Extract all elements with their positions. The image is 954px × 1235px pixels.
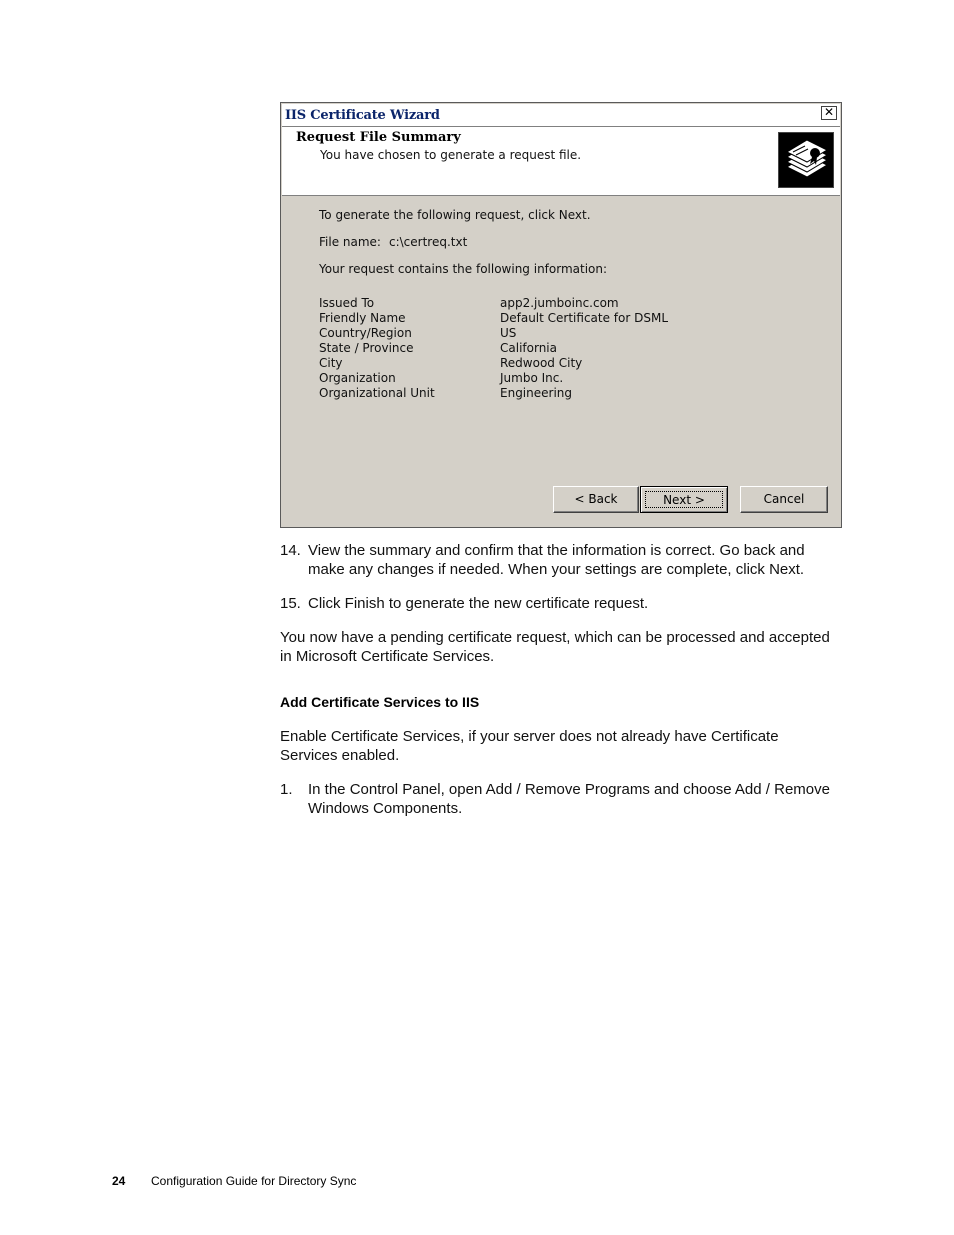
step-number: 1. xyxy=(280,781,293,798)
close-icon[interactable]: ✕ xyxy=(821,106,837,120)
wizard-page-title: Request File Summary xyxy=(296,130,461,145)
info-value: California xyxy=(500,341,557,355)
cancel-button[interactable]: Cancel xyxy=(740,486,828,513)
file-name-value: c:\certreq.txt xyxy=(389,235,468,249)
instruction-text: To generate the following request, click Next. xyxy=(319,208,591,222)
page-number: 24 xyxy=(112,1174,126,1188)
info-key: Organizational Unit xyxy=(319,386,435,400)
wizard-page-subtitle: You have chosen to generate a request file. xyxy=(320,148,582,162)
iis-certificate-wizard-dialog xyxy=(280,102,842,528)
info-key: Friendly Name xyxy=(319,311,406,325)
info-value: US xyxy=(500,326,517,340)
dialog-title: IIS Certificate Wizard xyxy=(285,108,440,123)
section-heading: Add Certificate Services to IIS xyxy=(280,694,480,710)
step-text: In the Control Panel, open Add / Remove Programs and choose Add / Remove Windows Components. xyxy=(308,781,830,817)
info-value: Redwood City xyxy=(500,356,583,370)
dialog-titlebar xyxy=(282,104,840,127)
info-value: Engineering xyxy=(500,386,572,400)
info-key: Issued To xyxy=(319,296,375,310)
step-text: View the summary and confirm that the information is correct. Go back and make any changes if needed. When your settings are complete, click Next. xyxy=(308,542,805,578)
step-text: Click Finish to generate the new certificate request. xyxy=(308,595,649,612)
info-key: Organization xyxy=(319,371,396,385)
wizard-header xyxy=(282,127,840,196)
guide-title: Configuration Guide for Directory Sync xyxy=(151,1174,357,1188)
next-button[interactable] xyxy=(640,486,728,513)
info-key: Country/Region xyxy=(319,326,412,340)
step-number: 15. xyxy=(280,595,301,612)
info-value: Default Certificate for DSML xyxy=(500,311,669,325)
step-number: 14. xyxy=(280,542,301,559)
info-key: State / Province xyxy=(319,341,414,355)
enable-services-paragraph: Enable Certificate Services, if your server does not already have Certificate Services enabled. xyxy=(280,728,779,764)
pending-request-paragraph: You now have a pending certificate request, which can be processed and accepted in Microsoft Certificate Services. xyxy=(280,629,830,665)
info-value: Jumbo Inc. xyxy=(500,371,564,385)
info-key: City xyxy=(319,356,343,370)
back-button[interactable]: < Back xyxy=(553,486,639,513)
certificate-stack-icon xyxy=(778,132,834,188)
file-name-row xyxy=(319,235,468,249)
file-name-label: File name: xyxy=(319,235,381,249)
info-value: app2.jumboinc.com xyxy=(500,296,619,310)
next-button-label: Next > xyxy=(645,491,723,508)
contains-text: Your request contains the following information: xyxy=(319,262,608,276)
